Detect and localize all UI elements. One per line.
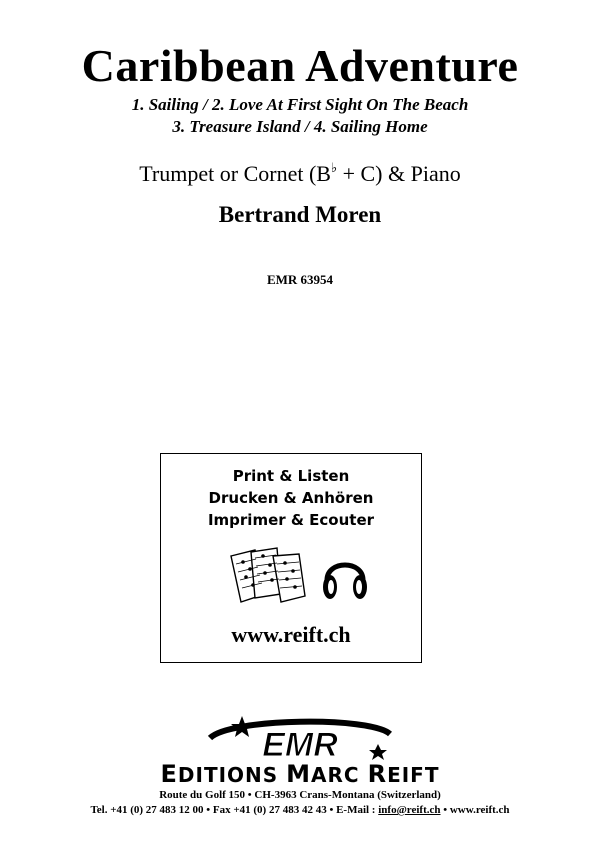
instrumentation-part-1: Trumpet or Cornet (B [139,161,331,186]
email-link[interactable]: info@reift.ch [378,804,441,816]
movements-line-2: 3. Treasure Island / 4. Sailing Home [172,117,428,136]
promo-line-english: Print & Listen [232,467,350,485]
publisher-address: Route du Golf 150 • CH-3963 Crans-Montana (Switzerland) [159,789,441,801]
promo-line-french: Imprimer & Ecouter [207,511,375,529]
publisher-contact: Tel. +41 (0) 27 483 12 00 • Fax +41 (0) 27 483 42 43 • E-Mail : info@reift.ch • www.reift.ch [90,804,510,816]
publisher-name: EDITIONS MARC REIFT [160,760,440,788]
title: Caribbean Adventure [81,40,519,91]
sheet-music-icon [225,546,309,608]
composer: Bertrand Moren [218,202,382,227]
promo-website[interactable]: www.reift.ch [231,622,351,647]
flat-sign: ♭ [330,160,338,175]
instrumentation-part-2: + C) & Piano [337,161,461,186]
emr-logo-text: EMR [262,726,338,762]
catalog-number: EMR 63954 [266,272,334,287]
emr-logo [150,712,450,762]
promo-line-german: Drucken & Anhören [208,489,374,507]
print-listen-box [160,453,422,663]
headphones-icon [321,550,369,604]
movements-line-1: 1. Sailing / 2. Love At First Sight On The Beach [131,95,469,114]
instrumentation [0,155,600,187]
